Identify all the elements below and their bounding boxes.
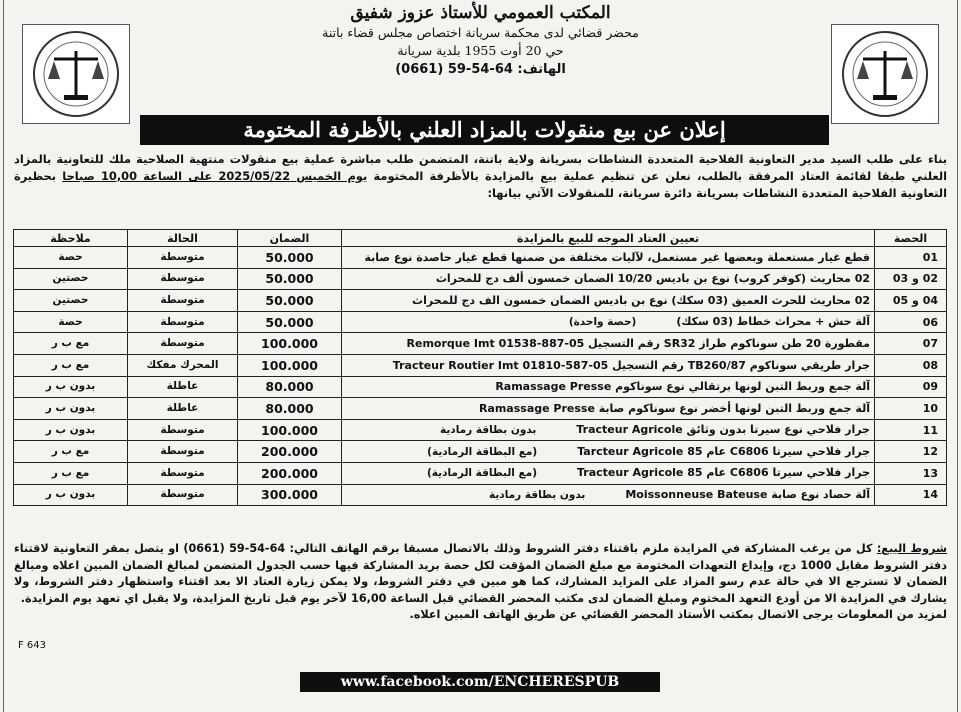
conditions-label: شروط البيع: [876,542,947,555]
lot-note: بدون ب ر [14,484,128,506]
equipment-description [342,441,875,463]
equipment-state: عاطلة [128,398,238,420]
equipment-subnote: بدون بطاقة رمادية [489,488,586,501]
guarantee-amount: 50.000 [238,290,342,312]
lot-number: 06 [875,311,947,333]
equipment-text: جرار فلاحي سيرتا C6806 عام 85 Tarcteur Agricole [577,444,870,458]
equipment-text: آلة جمع وربط التبن لونها أخضر نوع سوناكوم صابة Ramassage Presse [478,401,870,415]
equipment-state: متوسطة [128,441,238,463]
lots-table-body [14,247,947,506]
equipment-description [342,290,875,312]
lot-note: مع ب ر [14,441,128,463]
equipment-state: متوسطة [128,268,238,290]
lot-number: 04 و 05 [875,290,947,312]
guarantee-amount: 300.000 [238,484,342,506]
conditions-text: كل من يرغب المشاركة في المزايدة ملزم باقتناء دفتر الشروط وذلك بالاتصال مسبقا برقم الهاتف التالي: 64-54-59 (0661) او يتصل بمقر التعاونية لاقتناء دفتر الشروط مقابل 1000 دج، وإيداع التعهدات المختومة مع مبلغ الضمان المؤقت لكل حصة بريد المشاركة فيها حسب الجدول المتضمن لمبالغ الضمان المبين اعلاه ومبالغ الضمان لا تسترجع الا في حالة عدم رسو المزاد على المزايد المشارك، كما هو مبين في دفتر الشروط، ولا يمكن زيارة العتاد الا بعد اقتناء واستظهار دفتر الشروط، ولا يشارك في المزايدة الا من أودع التعهد المختوم ومبلغ الضمان لدى مكتب المحضر القضائي قبل الساعة 16,00 لآخر يوم قبل تاريخ المزايدة، ولا يقبل اي تعهد يوم المزايدة. [14,542,947,605]
guarantee-amount: 50.000 [238,311,342,333]
table-row [14,268,947,290]
lot-note: بدون ب ر [14,398,128,420]
equipment-text: آلة حش + محراث خطاط (03 سكك) [676,315,870,329]
table-row [14,376,947,398]
lot-note: حصتين [14,268,128,290]
equipment-description [342,333,875,355]
equipment-description [342,462,875,484]
ad-code: F 643 [18,640,47,651]
equipment-description [342,484,875,506]
equipment-subnote: بدون بطاقة رمادية [440,424,537,437]
lot-number: 11 [875,419,947,441]
lot-note: مع ب ر [14,354,128,376]
equipment-state: المحرك مفكك [128,354,238,376]
intro-text: بناء على طلب السيد مدير التعاونية الفلاحية المتعددة النشاطات بسريانة ولاية باتنة، المتضمن طلب مباشرة عملية بيع منقولات منتهية الصلاحية ملك للتعاونية بالمزاد العلني طبقا لقائمة العتاد المرفقة بالطلب، نعلن عن تنظيم عملية بيع بالمزايدة بالأظرفة المختومة [14,152,947,183]
guarantee-amount: 100.000 [238,419,342,441]
equipment-description [342,247,875,269]
table-row [14,462,947,484]
lot-note: بدون ب ر [14,419,128,441]
equipment-text: قطع غيار مستعملة وبعضها غير مستعمل، لآليات مختلفة من ضمنها قطع غيار حاصدة نوع صابة [364,250,870,264]
table-row [14,311,947,333]
equipment-text: 02 محاريث (كوفر كروب) نوع بن باديس 10/20 الضمان خمسون ألف دج للمحراث [435,272,870,286]
guarantee-amount: 100.000 [238,354,342,376]
equipment-description [342,268,875,290]
guarantee-amount: 80.000 [238,398,342,420]
lot-number: 10 [875,398,947,420]
guarantee-amount: 100.000 [238,333,342,355]
equipment-state: عاطلة [128,376,238,398]
table-row [14,441,947,463]
office-header [140,2,821,80]
notice-title: إعلان عن بيع منقولات بالمزاد العلني بالأظرفة المختومة [140,115,829,145]
auction-date: يوم الخميس 2025/05/22 على الساعة 10,00 صباحا [62,169,368,183]
equipment-description [342,311,875,333]
notice-intro [14,151,947,202]
lots-table [13,229,947,506]
table-row [14,484,947,506]
equipment-state: متوسطة [128,333,238,355]
table-row [14,419,947,441]
table-header-row [14,230,947,247]
header-state: الحالة [128,230,238,247]
lot-note: مع ب ر [14,462,128,484]
contact-note: لمزيد من المعلومات يرجى الاتصال بمكتب الأستاذ المحضر القضائي عن طريق الهاتف المبين اعلاه. [409,608,947,622]
table-row [14,247,947,269]
intro-text-2: بحظيرة التعاونية الفلاحية المتعددة النشاطات بسريانة دائرة سريانة، للمنقولات الآتي بيانها: [14,169,947,200]
page-edge-right [957,0,958,712]
lot-note: حصة [14,311,128,333]
header-equipment: تعيين العتاد الموجه للبيع بالمزايدة [342,230,875,247]
office-phone: الهاتف: 64-54-59 (0661) [395,62,566,77]
lot-number: 07 [875,333,947,355]
guarantee-amount: 200.000 [238,441,342,463]
lot-note: حصتين [14,290,128,312]
table-row [14,398,947,420]
equipment-state: متوسطة [128,484,238,506]
office-jurisdiction: محضر قضائي لدى محكمة سريانة اختصاص مجلس قضاء باتنة [322,25,639,40]
lot-number: 12 [875,441,947,463]
sale-conditions [14,541,947,624]
office-name: المكتب العمومي للأستاذ عزوز شفيق [350,3,611,23]
lot-note: مع ب ر [14,333,128,355]
equipment-subnote: (حصة واحدة) [568,316,637,329]
guarantee-amount: 50.000 [238,268,342,290]
equipment-state: متوسطة [128,311,238,333]
header-note: ملاحظة [14,230,128,247]
equipment-text: آلة حصاد نوع صابة Moissonneuse Bateuse [625,487,870,501]
lot-number: 13 [875,462,947,484]
lot-number: 02 و 03 [875,268,947,290]
equipment-description [342,398,875,420]
equipment-description [342,354,875,376]
header-lot: الحصة [875,230,947,247]
footer-url: www.facebook.com/ENCHERESPUB [300,672,660,692]
table-row [14,333,947,355]
lot-number: 08 [875,354,947,376]
guarantee-amount: 80.000 [238,376,342,398]
equipment-state: متوسطة [128,419,238,441]
equipment-state: متوسطة [128,462,238,484]
equipment-description [342,419,875,441]
page-edge-left [3,0,4,712]
lot-note: حصة [14,247,128,269]
equipment-text: 02 محاريث للحرث العميق (03 سكك) نوع بن باديس الضمان خمسون الف دج للمحراث [412,293,870,307]
lot-number: 09 [875,376,947,398]
equipment-text: جرار فلاحي سيرتا C6806 عام 85 Tracteur Agricole [577,466,870,480]
justice-scale-logo-left [22,24,130,124]
justice-scale-logo-right [831,24,939,124]
equipment-state: متوسطة [128,247,238,269]
guarantee-amount: 200.000 [238,462,342,484]
equipment-subnote: (مع البطاقة الرمادية) [427,445,538,458]
table-row [14,354,947,376]
lot-note: بدون ب ر [14,376,128,398]
office-address: حي 20 أوت 1955 بلدية سريانة [397,43,564,58]
guarantee-amount: 50.000 [238,247,342,269]
equipment-subnote: (مع البطاقة الرمادية) [426,467,538,480]
equipment-text: جرار فلاحي نوع سيرتا بدون وثائق Tracteur Agricole [576,423,870,437]
equipment-text: مقطورة 20 طن سوناكوم طراز SR32 رقم التسجيل 05-887-01538 Remorque Imt [406,337,870,351]
lot-number: 01 [875,247,947,269]
header-guarantee: الضمان [238,230,342,247]
equipment-text: آلة جمع وربط التبن لونها برتقالي نوع سوناكوم Ramassage Presse [495,380,870,394]
equipment-state: متوسطة [128,290,238,312]
lot-number: 14 [875,484,947,506]
table-row [14,290,947,312]
equipment-text: جرار طريقي سوناكوم TB260/87 رقم التسجيل 05-587-01810 Tracteur Routier Imt [392,358,870,372]
equipment-description [342,376,875,398]
